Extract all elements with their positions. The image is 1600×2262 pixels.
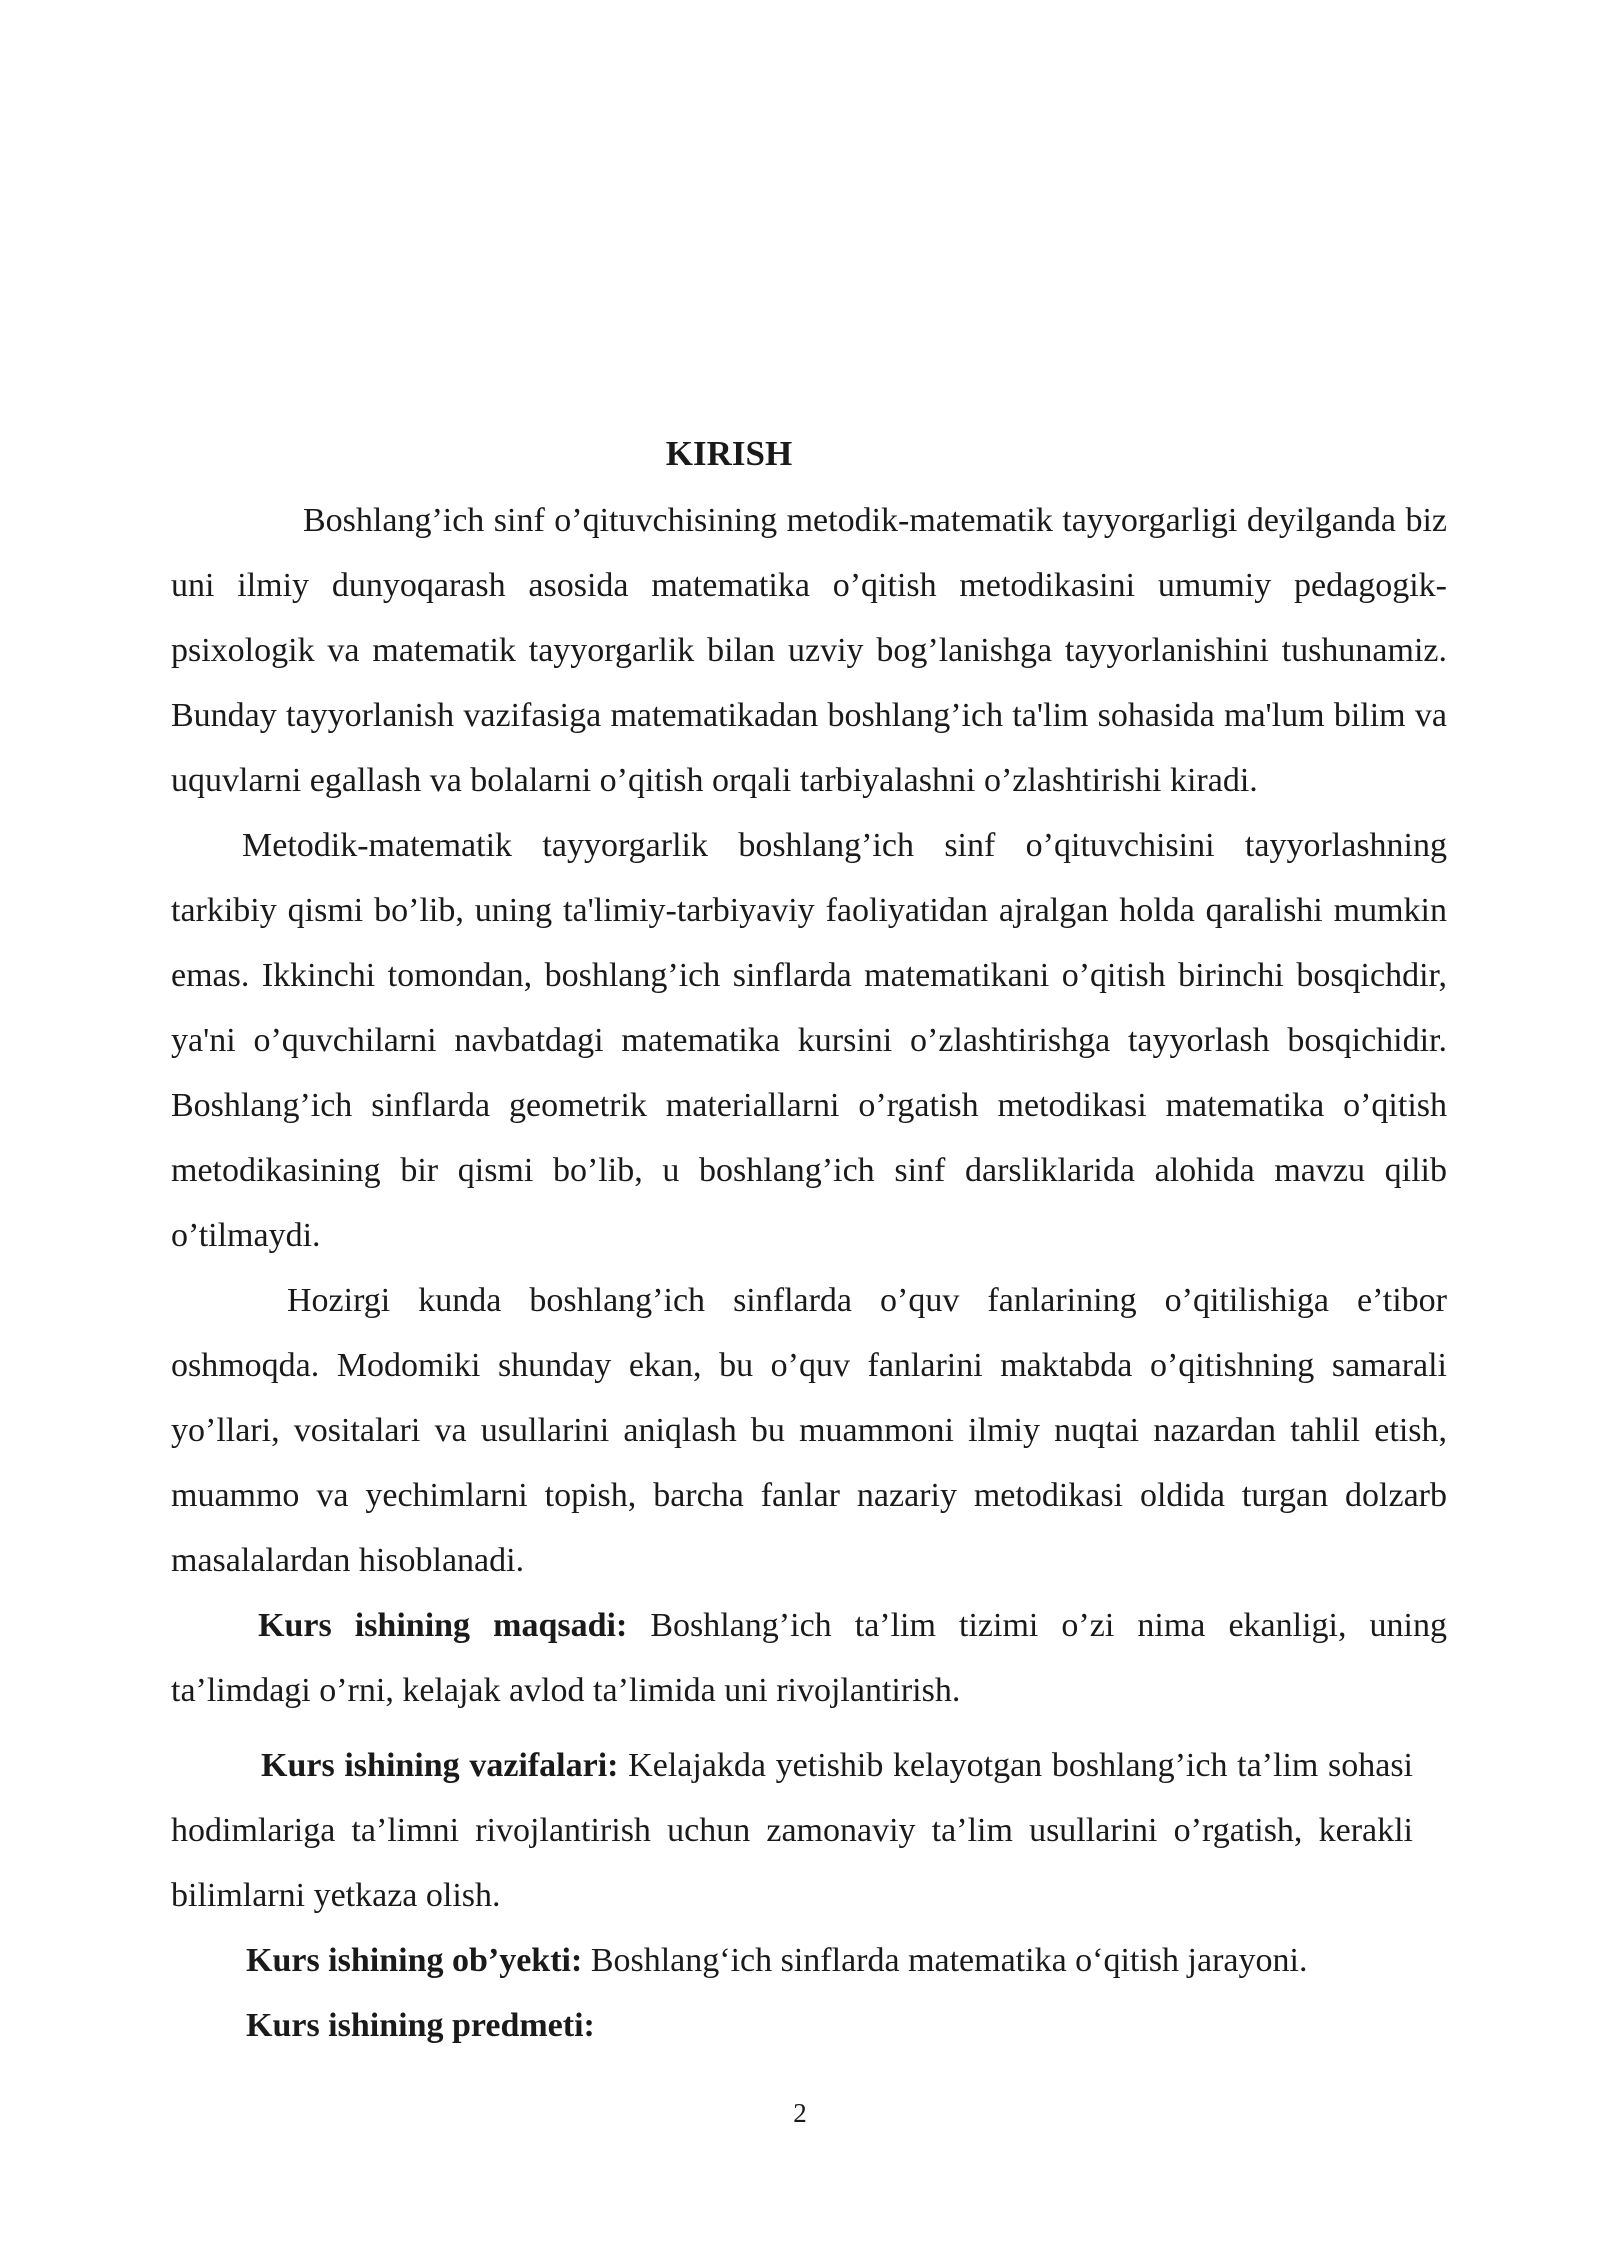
document-body — [171, 424, 1447, 2058]
section-goal-text: Boshlang’ich ta’lim tizimi o’zi nima ekanligi, uning ta’limdagi o’rni, kelajak avlod ta’limida uni rivojlantirish. — [171, 1607, 1447, 1709]
section-goal-label: Kurs ishining maqsadi: — [258, 1607, 628, 1644]
section-tasks-text: Kelajakda yetishib kelayotgan boshlang’ich ta’lim sohasi hodimlariga ta’limni rivojlantirish uchun zamonaviy ta’lim usullarini o’rgatish, kerakli bilimlarni yetkaza olish. — [171, 1747, 1414, 1914]
section-object-label: Kurs ishining ob’yekti: — [246, 1942, 583, 1979]
paragraph-current-state: Hozirgi kunda boshlang’ich sinflarda o’quv fanlarining o’qitilishiga e’tibor oshmoqda. Modomiki shunday ekan, bu o’quv fanlarini maktabda o’qitishning samarali yo’llari, vositalari va usullarini aniqlash bu muammoni ilmiy nuqtai nazardan tahlil etish, muammo va yechimlarni topish, barcha fanlar nazariy metodikasi oldida turgan dolzarb masalalardan hisoblanadi. — [171, 1282, 1447, 1579]
section-tasks-label: Kurs ishining vazifalari: — [261, 1747, 619, 1784]
section-goal — [171, 1593, 1447, 1723]
section-subject-label: Kurs ishining predmeti: — [246, 2007, 595, 2044]
paragraph-intro: Boshlang’ich sinf o’qituvchisining metodik-matematik tayyorgarligi deyilganda biz uni ilmiy dunyoqarash asosida matematika o’qitish metodikasini umumiy pedagogik-psixologik va matematik tayyorgarlik bilan uzviy bog’lanishga tayyorlanishini tushunamiz. Bunday tayyorlanish vazifasiga matematikadan boshlang’ich ta'lim sohasida ma'lum bilim va uquvlarni egallash va bolalarni o’qitish orqali tarbiyalashni o’zlashtirishi kiradi. — [171, 502, 1447, 799]
section-object — [171, 1928, 1447, 1993]
section-subject — [171, 1993, 1447, 2058]
section-object-text: Boshlang‘ich sinflarda matematika o‘qitish jarayoni. — [582, 1942, 1308, 1979]
paragraph-preparation: Metodik-matematik tayyorgarlik boshlang’ich sinf o’qituvchisini tayyorlashning tarkibiy qismi bo’lib, uning ta'limiy-tarbiyaviy faoliyatidan ajralgan holda qaralishi mumkin emas. Ikkinchi tomondan, boshlang’ich sinflarda matematikani o’qitish birinchi bosqichdir, ya'ni o’quvchilarni navbatdagi matematika kursini o’zlashtirishga tayyorlash bosqichidir. Boshlang’ich sinflarda geometrik materiallarni o’rgatish metodikasi matematika o’qitish metodikasining bir qismi bo’lib, u boshlang’ich sinf darsliklarida alohida mavzu qilib o’tilmaydi. — [171, 827, 1447, 1254]
section-tasks — [171, 1733, 1447, 1928]
page-title: KIRISH — [665, 434, 793, 473]
page-number: 2 — [793, 2098, 807, 2128]
